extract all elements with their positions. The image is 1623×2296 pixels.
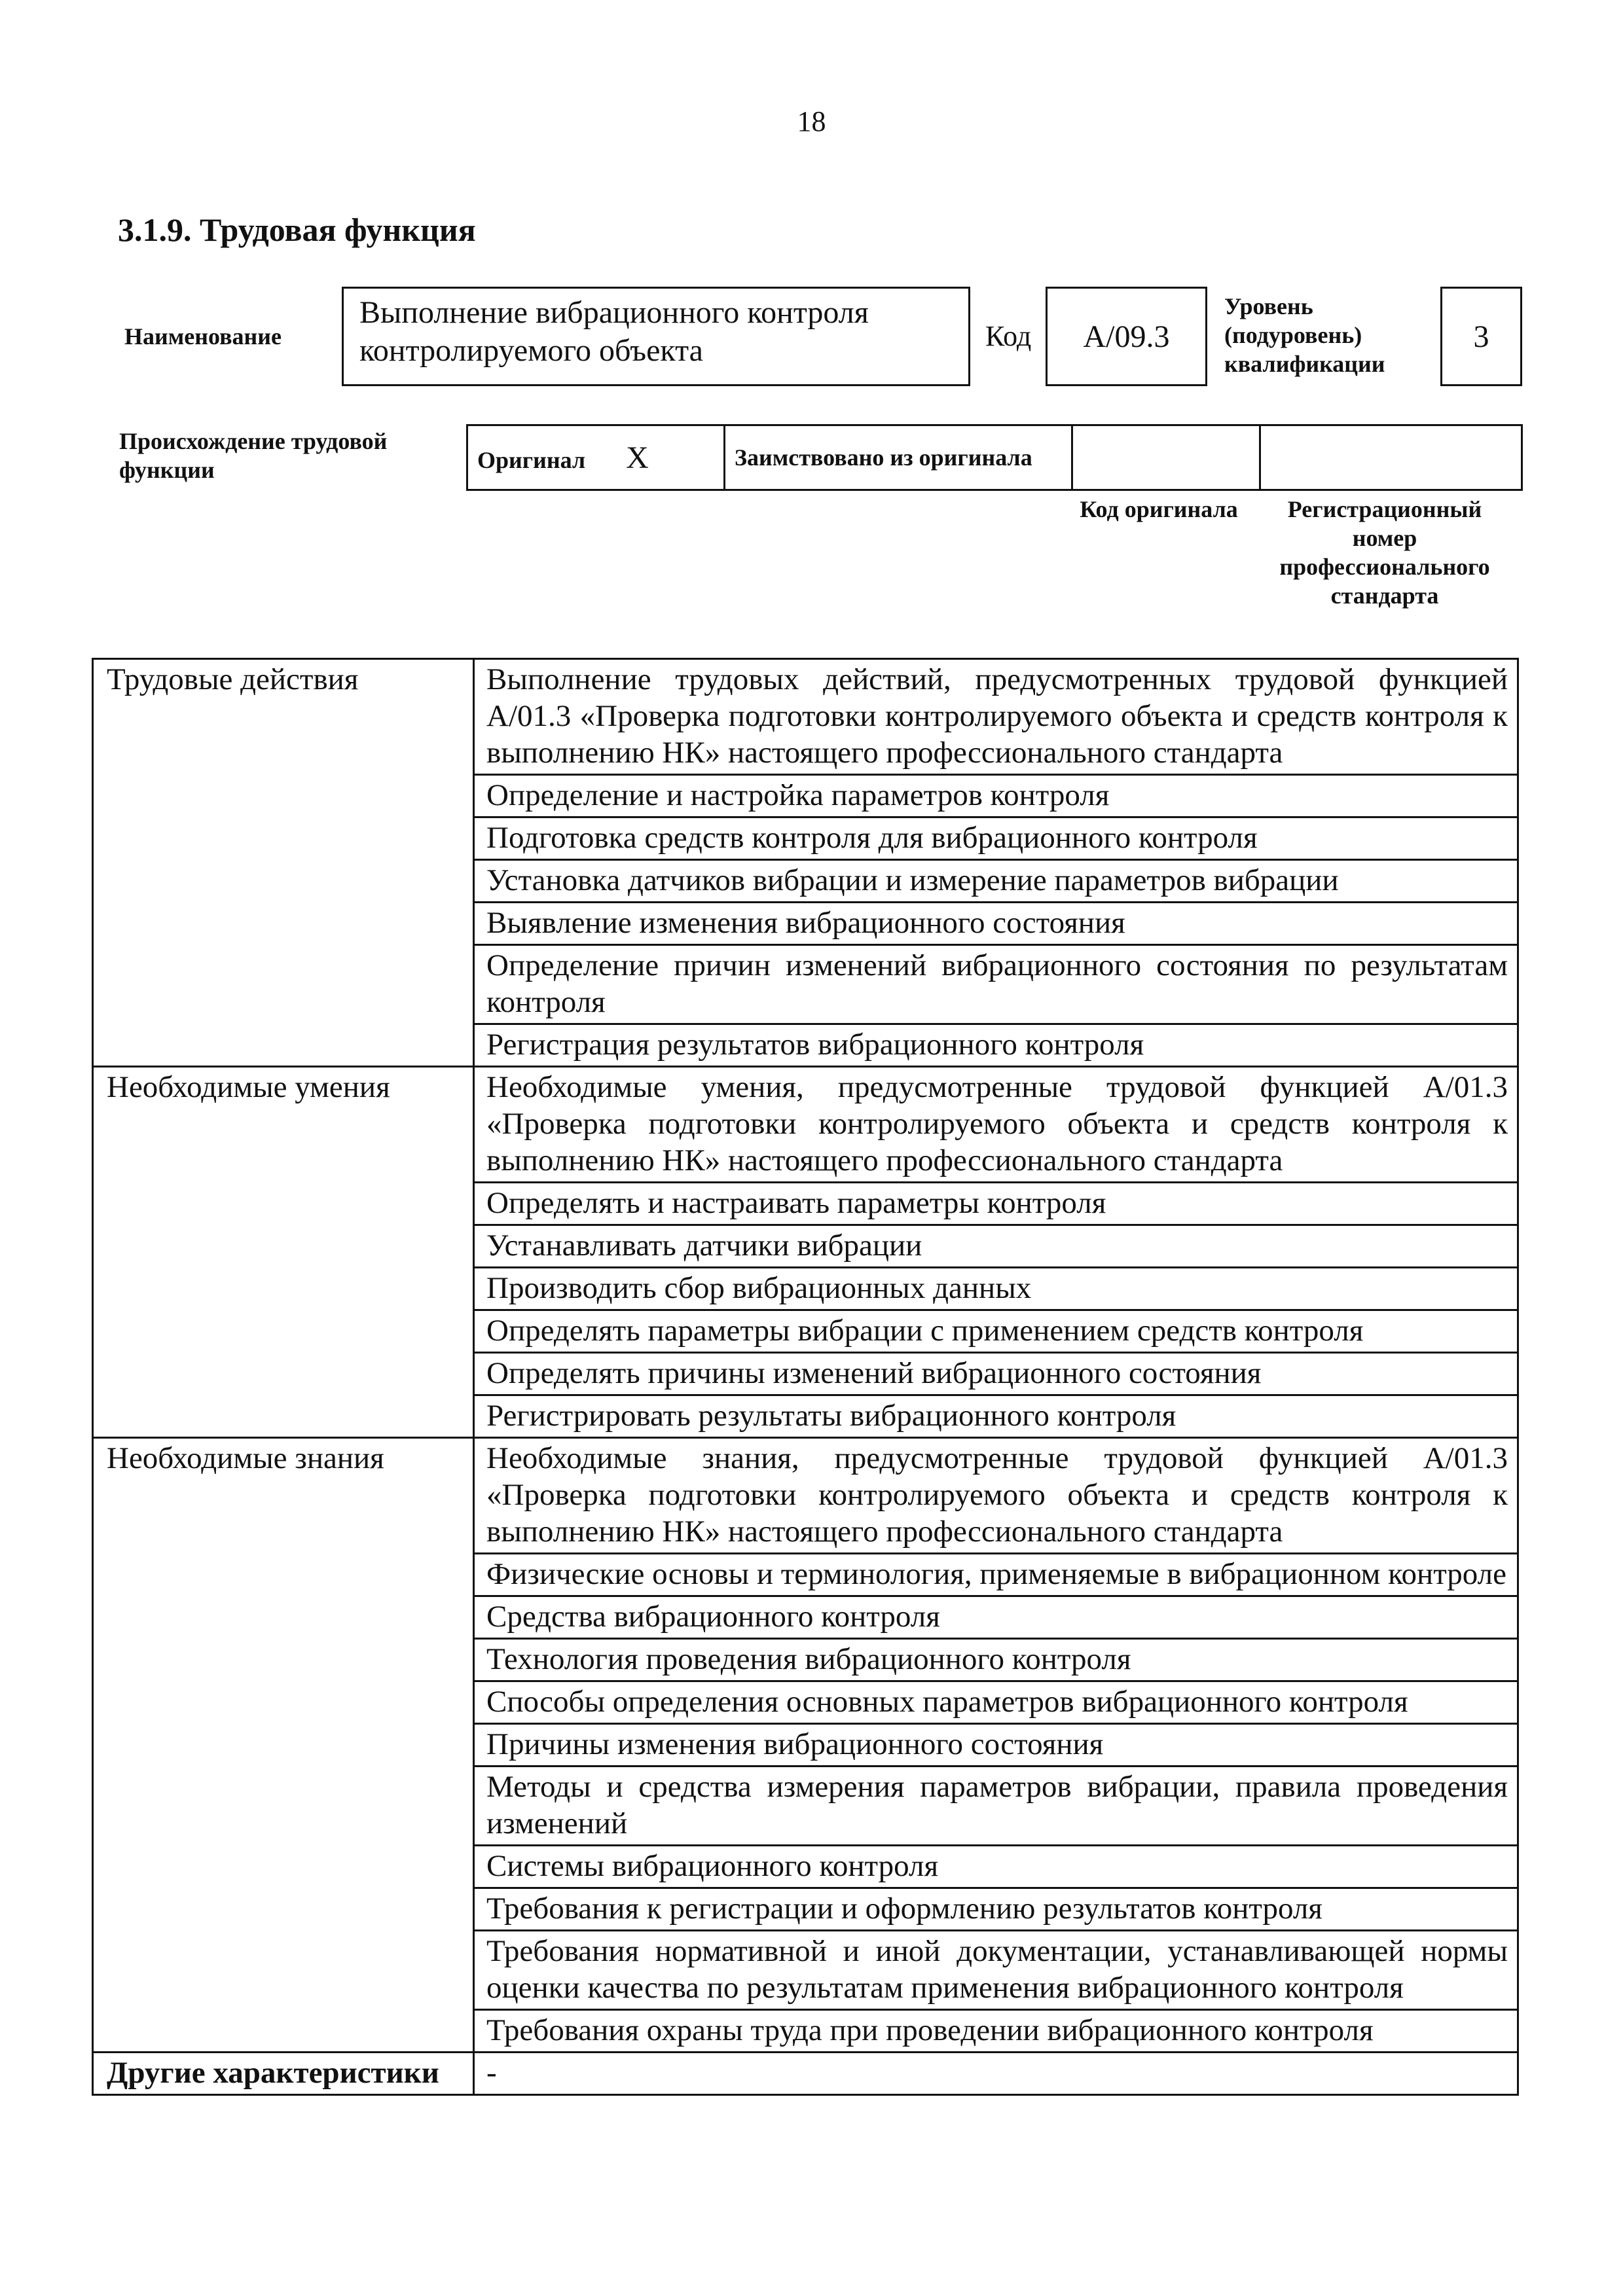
table-row bbox=[93, 2053, 1518, 2095]
knowledge-item: Способы определения основных параметров вибрационного контроля bbox=[474, 1681, 1518, 1724]
knowledge-item: Требования нормативной и иной документации, устанавливающей нормы оценки качества по результатам применения вибрационного контроля bbox=[474, 1931, 1518, 2010]
name-value: Выполнение вибрационного контроля контролируемого объекта bbox=[359, 295, 869, 368]
level-label-line-1: Уровень bbox=[1224, 293, 1313, 319]
requirements-table bbox=[92, 658, 1519, 2096]
level-label bbox=[1224, 292, 1385, 378]
level-label-line-2: (подуровень) bbox=[1224, 322, 1362, 348]
actions-item: Установка датчиков вибрации и измерение параметров вибрации bbox=[474, 860, 1518, 903]
borrowed-label: Заимствовано из оригинала bbox=[725, 425, 1072, 490]
knowledge-item: Причины изменения вибрационного состояния bbox=[474, 1724, 1518, 1767]
code-value-box bbox=[1046, 287, 1207, 386]
table-row bbox=[93, 1067, 1518, 1183]
knowledge-item: Необходимые знания, предусмотренные трудовой функцией A/01.3 «Проверка подготовки контролируемого объекта и средств контроля к выполнению НК» настоящего профессионального стандарта bbox=[474, 1438, 1518, 1554]
knowledge-item: Требования к регистрации и оформлению результатов контроля bbox=[474, 1888, 1518, 1931]
skills-item: Определять и настраивать параметры контроля bbox=[474, 1183, 1518, 1225]
actions-item: Выявление изменения вибрационного состояния bbox=[474, 903, 1518, 945]
original-code-caption: Код оригинала bbox=[1080, 496, 1238, 522]
level-value-box bbox=[1440, 287, 1522, 386]
table-row bbox=[93, 1438, 1518, 1554]
knowledge-item: Технология проведения вибрационного контроля bbox=[474, 1639, 1518, 1681]
knowledge-item: Требования охраны труда при проведении вибрационного контроля bbox=[474, 2010, 1518, 2053]
actions-item: Регистрация результатов вибрационного контроля bbox=[474, 1024, 1518, 1067]
knowledge-item: Системы вибрационного контроля bbox=[474, 1846, 1518, 1888]
registration-number-cell bbox=[1260, 425, 1522, 490]
original-code-cell bbox=[1072, 425, 1260, 490]
skills-item: Регистрировать результаты вибрационного контроля bbox=[474, 1395, 1518, 1438]
origin-label: Происхождение трудовой функции bbox=[119, 428, 388, 483]
knowledge-item: Физические основы и терминология, применяемые в вибрационном контроле bbox=[474, 1554, 1518, 1596]
level-label-line-3: квалификации bbox=[1224, 351, 1385, 377]
skills-item: Необходимые умения, предусмотренные трудовой функцией A/01.3 «Проверка подготовки контролируемого объекта и средств контроля к выполнению НК» настоящего профессионального стандарта bbox=[474, 1067, 1518, 1183]
actions-item: Подготовка средств контроля для вибрационного контроля bbox=[474, 817, 1518, 860]
knowledge-label: Необходимые знания bbox=[93, 1438, 474, 2053]
name-value-box bbox=[342, 287, 970, 386]
actions-item: Определение причин изменений вибрационного состояния по результатам контроля bbox=[474, 945, 1518, 1024]
other-label: Другие характеристики bbox=[93, 2053, 474, 2095]
skills-item: Устанавливать датчики вибрации bbox=[474, 1225, 1518, 1268]
name-label: Наименование bbox=[124, 323, 282, 350]
section-title: 3.1.9. Трудовая функция bbox=[118, 211, 476, 248]
skills-item: Определять параметры вибрации с применением средств контроля bbox=[474, 1310, 1518, 1353]
original-mark: X bbox=[626, 440, 649, 475]
skills-label: Необходимые умения bbox=[93, 1067, 474, 1438]
knowledge-item: Методы и средства измерения параметров вибрации, правила проведения изменений bbox=[474, 1767, 1518, 1846]
actions-label: Трудовые действия bbox=[93, 659, 474, 1067]
origin-original-cell bbox=[467, 425, 725, 490]
level-value: 3 bbox=[1473, 319, 1489, 354]
original-label: Оригинал bbox=[477, 446, 586, 473]
page-number: 18 bbox=[797, 105, 826, 137]
code-value: A/09.3 bbox=[1083, 319, 1170, 354]
origin-table bbox=[466, 424, 1523, 491]
other-value: - bbox=[474, 2053, 1518, 2095]
skills-item: Производить сбор вибрационных данных bbox=[474, 1268, 1518, 1310]
actions-item: Определение и настройка параметров контроля bbox=[474, 775, 1518, 817]
table-row bbox=[93, 659, 1518, 775]
registration-number-caption: Регистрационный номер профессионального стандарта bbox=[1279, 496, 1490, 609]
code-label: Код bbox=[985, 320, 1032, 352]
knowledge-item: Средства вибрационного контроля bbox=[474, 1596, 1518, 1639]
skills-item: Определять причины изменений вибрационного состояния bbox=[474, 1353, 1518, 1395]
actions-item: Выполнение трудовых действий, предусмотренных трудовой функцией A/01.3 «Проверка подготовки контролируемого объекта и средств контроля к выполнению НК» настоящего профессионального стандарта bbox=[474, 659, 1518, 775]
